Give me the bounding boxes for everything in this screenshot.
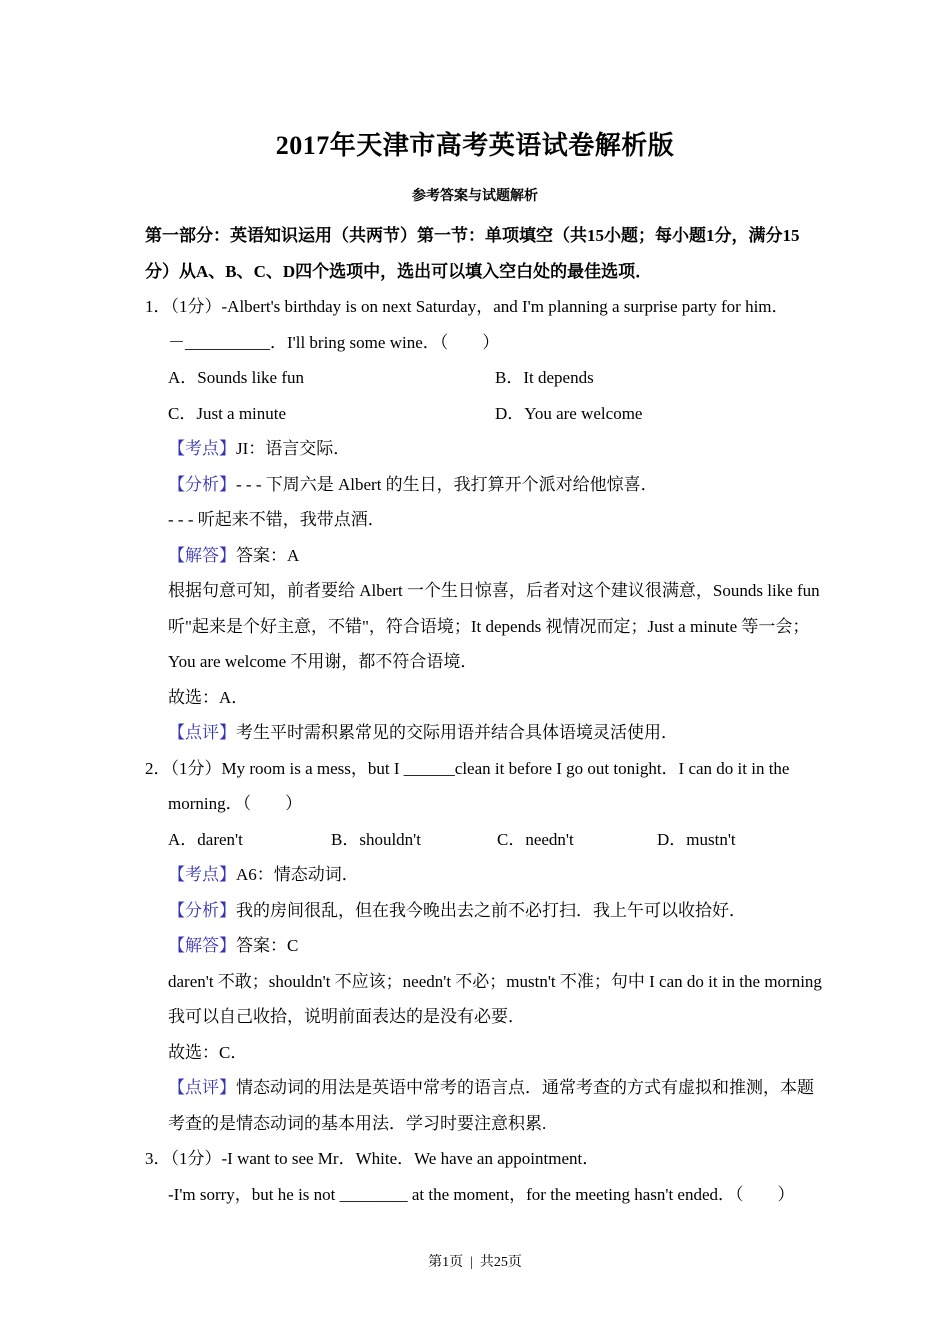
section-intro-line-2: 分）从A、B、C、D四个选项中，选出可以填入空白处的最佳选项． [145,261,653,281]
question-text-line: daren't 不敢；shouldn't 不应该；needn't 不必；mustn't 不准；句中 I can do it in the morning [168,971,822,991]
bracket-label: 【解答】 [168,936,236,955]
question-text-line: 故选：A． [168,687,249,707]
answer-option: C．Just a minute [168,403,287,423]
question-text-line: morning．（ ） [168,794,303,813]
labeled-line [145,431,805,467]
answer-option: A．Sounds like fun [168,368,304,387]
options-row [145,822,805,858]
question-text-line: 我可以自己收拾，说明前面表达的是没有必要． [168,1007,525,1026]
questions [145,289,822,1212]
labeled-line [145,857,805,893]
question-text-line: －__________．I'll bring some wine．（ ） [168,332,500,352]
section-intro [145,218,805,289]
labeled-line-text: - - - 下周六是 Albert 的生日，我打算开个派对给他惊喜． [236,474,658,494]
labeled-line [145,538,805,574]
bracket-label: 【点评】 [168,1078,236,1097]
options-row [145,396,805,432]
answer-option: B．It depends [495,368,594,387]
options-row [145,360,805,396]
question-stem: 2．（1分）My room is a mess，but I ______clean it before I go out tonight．I can do it in the [145,758,790,778]
labeled-line-text: 我的房间很乱，但在我今晚出去之前不必打扫．我上午可以收拾好． [236,900,746,920]
question-stem: 1．（1分）‐Albert's birthday is on next Saturday，and I'm planning a surprise party for him． [145,297,789,316]
page-footer [0,1254,950,1272]
page-title: 2017年天津市高考英语试卷解析版 [275,131,675,160]
question-2 [145,751,822,1142]
bracket-label: 【考点】 [168,865,236,884]
answer-option: D．mustn't [657,829,736,849]
question-text-line: You are welcome 不用谢，都不符合语境． [168,652,478,671]
answer-option: A．daren't [168,829,243,849]
labeled-line-text: A6：情态动词． [236,865,359,884]
labeled-line [145,715,805,751]
footer-divider: | [470,1255,473,1270]
labeled-line-text: JI：语言交际． [236,439,351,458]
question-text-line: 听"起来是个好主意，不错"，符合语境；It depends 视情况而定；Just a minute 等一会； [168,616,810,636]
answer-option: C．needn't [497,829,574,849]
question-1 [145,289,820,751]
labeled-line-text: 答案：A [236,545,300,565]
bracket-label: 【考点】 [168,439,236,458]
section-intro-line-1: 第一部分：英语知识运用（共两节）第一节：单项填空（共15小题；每小题1分，满分15 [145,226,800,245]
page-subtitle: 参考答案与试题解析 [412,189,538,204]
total-pages: 共25页 [479,1255,522,1270]
question-text-line: 根据句意可知，前者要给 Albert 一个生日惊喜，后者对这个建议很满意，Sounds like fun [168,581,820,600]
question-text-line: 考查的是情态动词的基本用法．学习时要注意积累. [168,1113,547,1133]
question-text-line: 故选：C． [168,1042,248,1062]
question-stem: 3．（1分）‐I want to see Mr．White．We have an appointment． [145,1149,600,1168]
bracket-label: 【分析】 [168,474,236,494]
bracket-label: 【分析】 [168,900,236,920]
labeled-line [145,467,805,503]
bracket-label: 【点评】 [168,723,236,742]
bracket-label: 【解答】 [168,545,236,565]
labeled-line-text: 情态动词的用法是英语中常考的语言点．通常考查的方式有虚拟和推测，本题 [236,1078,814,1097]
page-number: 第1页 [428,1255,464,1270]
labeled-line-text: 考生平时需积累常见的交际用语并结合具体语境灵活使用． [236,723,678,742]
question-text-line: - - - 听起来不错，我带点酒． [168,510,385,529]
question-3 [145,1141,805,1212]
question-text-line: ‐I'm sorry，but he is not ________ at the moment，for the meeting hasn't ended．（ ） [168,1184,795,1204]
labeled-line [145,928,805,964]
answer-option: D．You are welcome [495,403,643,423]
labeled-line [145,893,805,929]
labeled-line [145,1070,814,1106]
labeled-line-text: 答案：C [236,936,299,955]
answer-option: B．shouldn't [331,829,421,849]
